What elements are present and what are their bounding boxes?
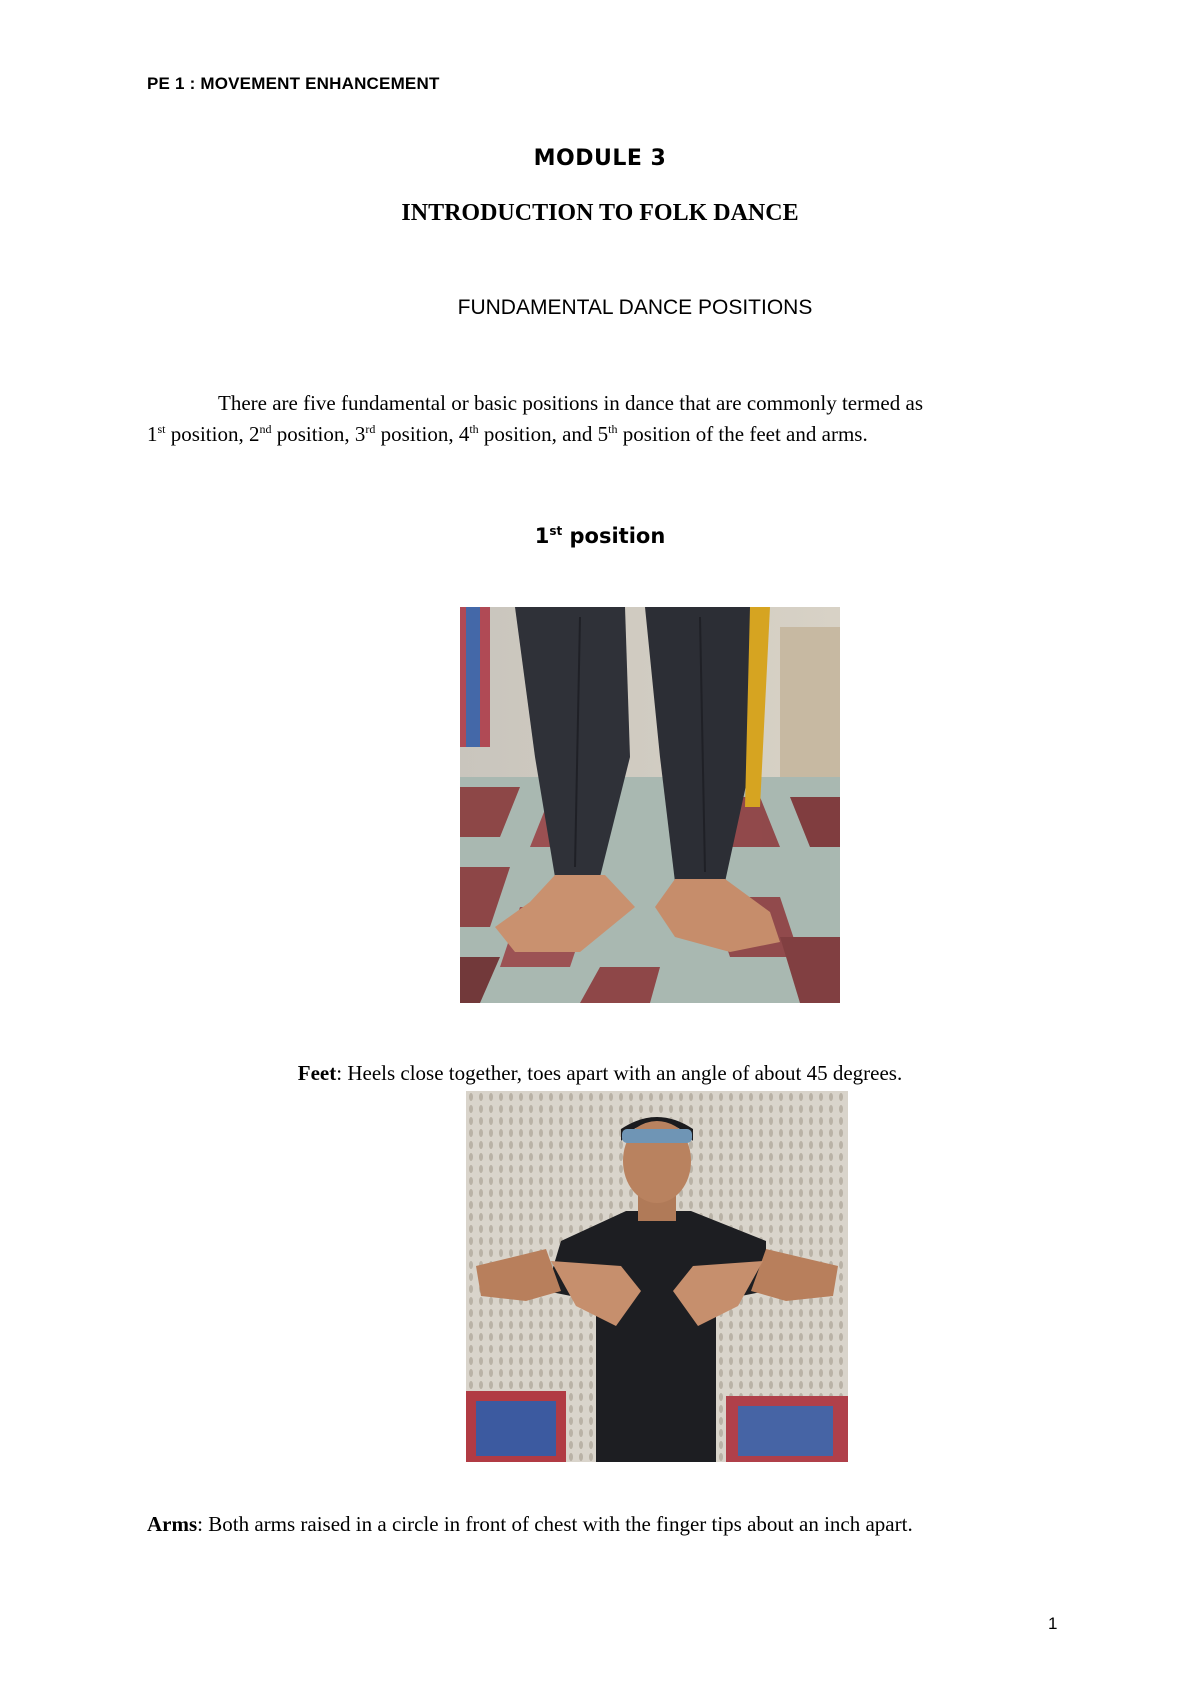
intro-line-2: 1st position, 2nd position, 3rd position, 4th position, and 5th position of the feet and arms. [147,422,868,446]
feet-caption: Feet: Heels close together, toes apart with an angle of about 45 degrees. [297,1061,903,1085]
module-title: INTRODUCTION TO FOLK DANCE [401,200,799,226]
section-heading: FUNDAMENTAL DANCE POSITIONS [457,296,813,319]
course-header: PE 1 : MOVEMENT ENHANCEMENT [147,74,440,93]
arms-position-photo [466,1091,848,1462]
feet-position-photo [460,607,840,1003]
module-number: MODULE 3 [533,146,667,171]
arms-caption: Arms: Both arms raised in a circle in front of chest with the finger tips about an inch apart. [147,1512,913,1536]
intro-line-1: There are five fundamental or basic positions in dance that are commonly termed as [218,391,923,415]
position-heading: 1st position [534,524,666,548]
page-number: 1 [1048,1614,1058,1633]
intro-paragraph [147,388,1047,450]
